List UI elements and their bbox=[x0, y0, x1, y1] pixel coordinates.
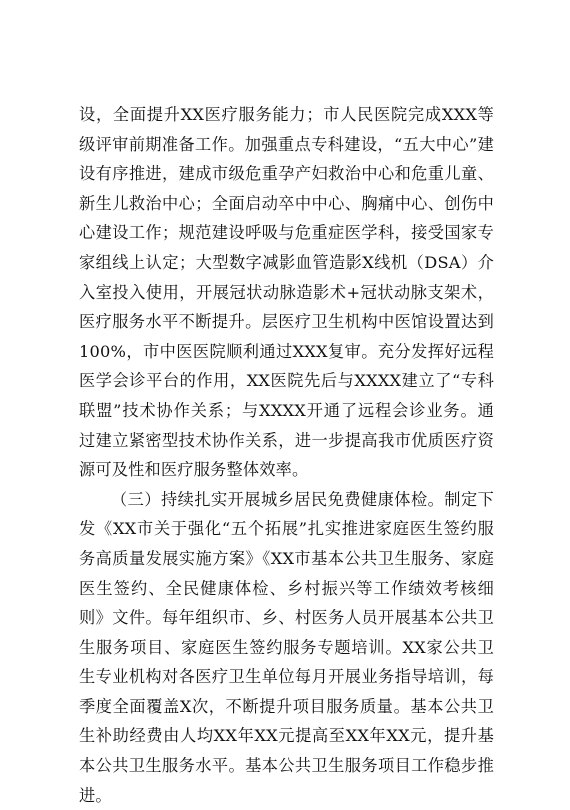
paragraph-free-health-checkup: （三）持续扎实开展城乡居民免费健康体检。制定下发《XX市关于强化“五个拓展”扎实推进家庭医生签约服务高质量发展实施方案》《XX市基本公共卫生服务、家庭医生签约、全民健康体检、乡村振兴等工作绩效考核细则》文件。每年组织市、乡、村医务人员开展基本公共卫生服务项目、家庭医生签约服务专题培训。XX家公共卫生专业机构对各医疗卫生单位每月开展业务指导培训，每季度全面覆盖X次，不断提升项目服务质量。基本公共卫生补助经费由人均XX年XX元提高至XX年XX元，提升基本公共卫生服务水平。基本公共卫生服务项目工作稳步推进。 bbox=[79, 489, 494, 805]
document-body bbox=[79, 100, 494, 810]
paragraph-healthcare-services: 设，全面提升XX医疗服务能力；市人民医院完成XXX等级评审前期准备工作。加强重点专科建设，“五大中心”建设有序推进，建成市级危重孕产妇救治中心和危重儿童、新生儿救治中心；全面启动卒中中心、胸痛中心、创伤中心建设工作；规范建设呼吸与危重症医学科，接受国家专家组线上认定；大型数字减影血管造影X线机（DSA）介入室投入使用，开展冠状动脉造影术+冠状动脉支架术，医疗服务水平不断提升。层医疗卫生机构中医馆设置达到100%，市中医医院顺利通过XXX复审。充分发挥好远程医学会诊平台的作用，XX医院先后与XXXX建立了“专科联盟”技术协作关系；与XXXX开通了远程会诊业务。通过建立紧密型技术协作关系，进一步提高我市优质医疗资源可及性和医疗服务整体效率。 bbox=[79, 105, 494, 480]
